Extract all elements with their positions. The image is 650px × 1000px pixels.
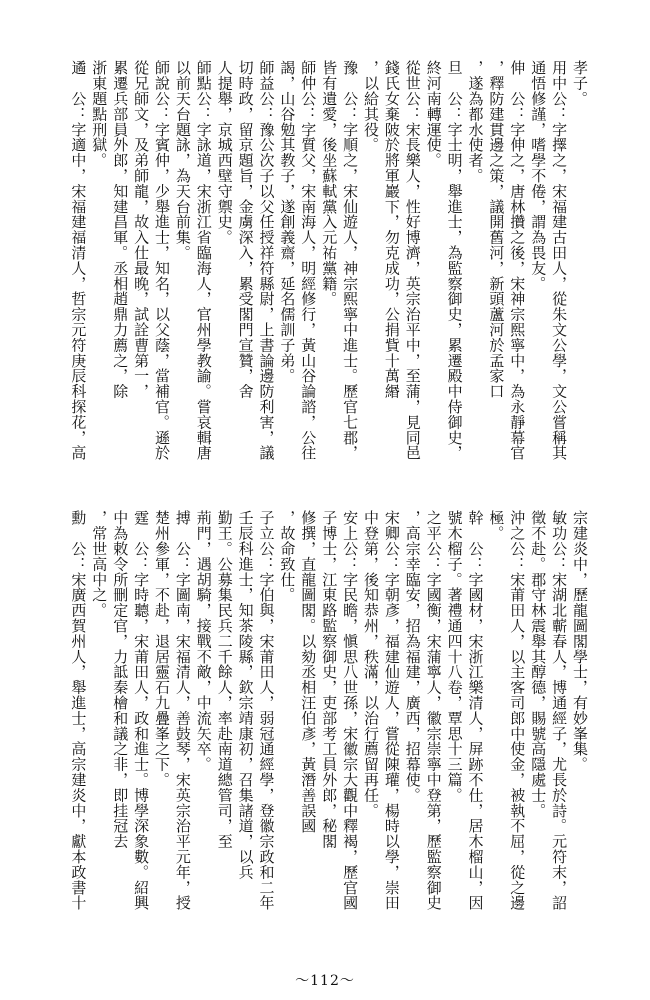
text-column: 師點公：字詠道，宋浙江省臨海人，官州學教諭。嘗哀輯唐	[194, 60, 213, 461]
text-column: 累遷兵部員外郎，知建昌軍。丞相趙鼎力薦之，除	[111, 60, 130, 399]
text-column: 浙東題點刑獄。	[90, 60, 109, 168]
text-column: 孝子。	[571, 60, 589, 107]
text-column: 錢氏女棄陂於將軍巖下，勿克成功，公捐貲十萬緡	[382, 60, 401, 399]
text-column: 勤王。公募集民兵二千餘人，率赴南道總管司，至	[215, 510, 234, 849]
text-column: 豫 公：字順之，宋仙遊人，神宗熙寧中進士。歷官七郡，	[341, 60, 360, 461]
text-column: 終河南轉運使。	[424, 60, 443, 168]
text-column: 安上公：字民瞻，愼思八世孫，宋徽宗大觀中釋褐，歷官國	[341, 510, 360, 911]
text-column: 勳 公：宋廣西賀州人，舉進士，高宗建炎中，獻本政書十	[69, 510, 88, 911]
text-column: 壬辰科進士，知茶陵縣，欽宗靖康初，召集諸道，以兵	[236, 510, 255, 880]
text-column: 宗建炎中，歷龍圖閣學士，有妙峯集。	[571, 510, 589, 772]
text-column: 旦 公：字士明，舉進士，為監察御史，累遷殿中侍御史，	[445, 60, 464, 461]
text-column: 極。	[487, 510, 506, 541]
text-column: 師仲公：字質父，宋南海人，明經修行，黃山谷論諮，公往	[299, 60, 318, 461]
text-column: 切時政，留京題旨，金虜深入，累受閣門宣贊，舍	[236, 60, 255, 399]
text-column: 子博士，江東路監察御史，吏部考工員外郎，秘閣	[320, 510, 339, 849]
text-column: 霆 公：字時聽，宋莆田人，政和進士。博學深象數。紹興	[132, 510, 151, 911]
text-column: 從世公：宋長樂人，性好博濟，英宗治平中，至蒲，見同邑	[403, 60, 422, 461]
text-column: ，遂為都水使者。	[466, 60, 485, 184]
text-column: 以前天台題詠，為天台前集。	[173, 60, 192, 261]
text-column: 徵不赴。郡守林震舉其醇德，賜號高隱處士。	[529, 510, 548, 818]
text-column: 之平公：字國衡，宋蒲寧人，徽宗崇寧中登第，歷監察御史	[424, 510, 443, 911]
text-column: 荊門，遇胡騎，接戰不敵，中流矢卒。	[194, 510, 213, 772]
text-column: 師益公：豫公次子以父任授祥符縣尉，上書論邊防利害，議	[257, 60, 276, 461]
text-column: 從兄師文，及弟師龍，故入仕最晚，試詮曹第一，	[132, 60, 151, 399]
text-column: ，常世高中之。	[90, 510, 109, 618]
page-number: ～112～	[295, 973, 355, 989]
text-column: 伸 公：字伸之，唐林攢之後，宋神宗熙寧中，為永靜幕官	[508, 60, 527, 461]
text-column: 用中公：字擇之，宋福建古田人，從朱文公學，文公嘗稱其	[550, 60, 569, 461]
text-column: 敏功公：宋湖北蘄春人，博通經子，尤長於詩。元符末，詔	[550, 510, 569, 911]
text-column: 遹 公：字適中，宋福建福清人，哲宗元符庚辰科探花，高	[69, 60, 88, 461]
text-column: 中為敕令所刪定官，力詆秦檜和議之非，即挂冠去	[111, 510, 130, 849]
text-column: 修撰，直龍圖閣。以劾丞相汪伯彥，黃潛善誤國	[299, 510, 318, 834]
text-column: 謁，山谷勉其教子，遂創義齋，延名儒訓子弟。	[278, 60, 297, 384]
text-column: ，故命致仕。	[278, 510, 297, 603]
text-column: 皆有遺愛，後坐蘇軾黨入元祐黨籍。	[320, 60, 339, 307]
text-column: 人提舉，京城西壁守禦史。	[215, 60, 234, 245]
text-column: 子立公：字伯與，宋莆田人，弱冠通經學，登徽宗政和二年	[257, 510, 276, 911]
text-column: 通悟修謹，嗜學不倦，謂為畏友。	[529, 60, 548, 291]
text-column: 師說公：字賓仲，少舉進士，知名，以父蔭，當補官。遜於	[153, 60, 171, 461]
text-column: 幹 公：字國材，宋浙江樂清人，屏跡不仕，居木榴山，因	[466, 510, 485, 911]
text-column: 中登第，後知恭州，秩滿，以治行薦留再任。	[362, 510, 380, 818]
text-column: 宋卿公：字朝彥，福建仙遊人，嘗從陳瓘，楊時以學，崇田	[382, 510, 401, 911]
text-column: 沖之公：宋莆田人，以主客司郎中使金，被執不屈，從之邊	[508, 510, 527, 911]
text-column: 搏 公：字圖南，宋福清人，善鼓琴，宋英宗治平元年，授	[173, 510, 192, 911]
text-column: 號木榴子。著禮通四十八卷，覃思十三篇。	[445, 510, 464, 803]
text-column: ，以給其役。	[362, 60, 380, 153]
text-column: ，釋防建貫邊之策，議開舊河，新頭蘆河於孟家口	[487, 60, 506, 399]
text-column: 楚州參軍，不赴，退居靈石九疊峯之下。	[153, 510, 171, 788]
text-column: ，高宗幸臨安，招為福建，廣西，招幕使。	[403, 510, 422, 803]
